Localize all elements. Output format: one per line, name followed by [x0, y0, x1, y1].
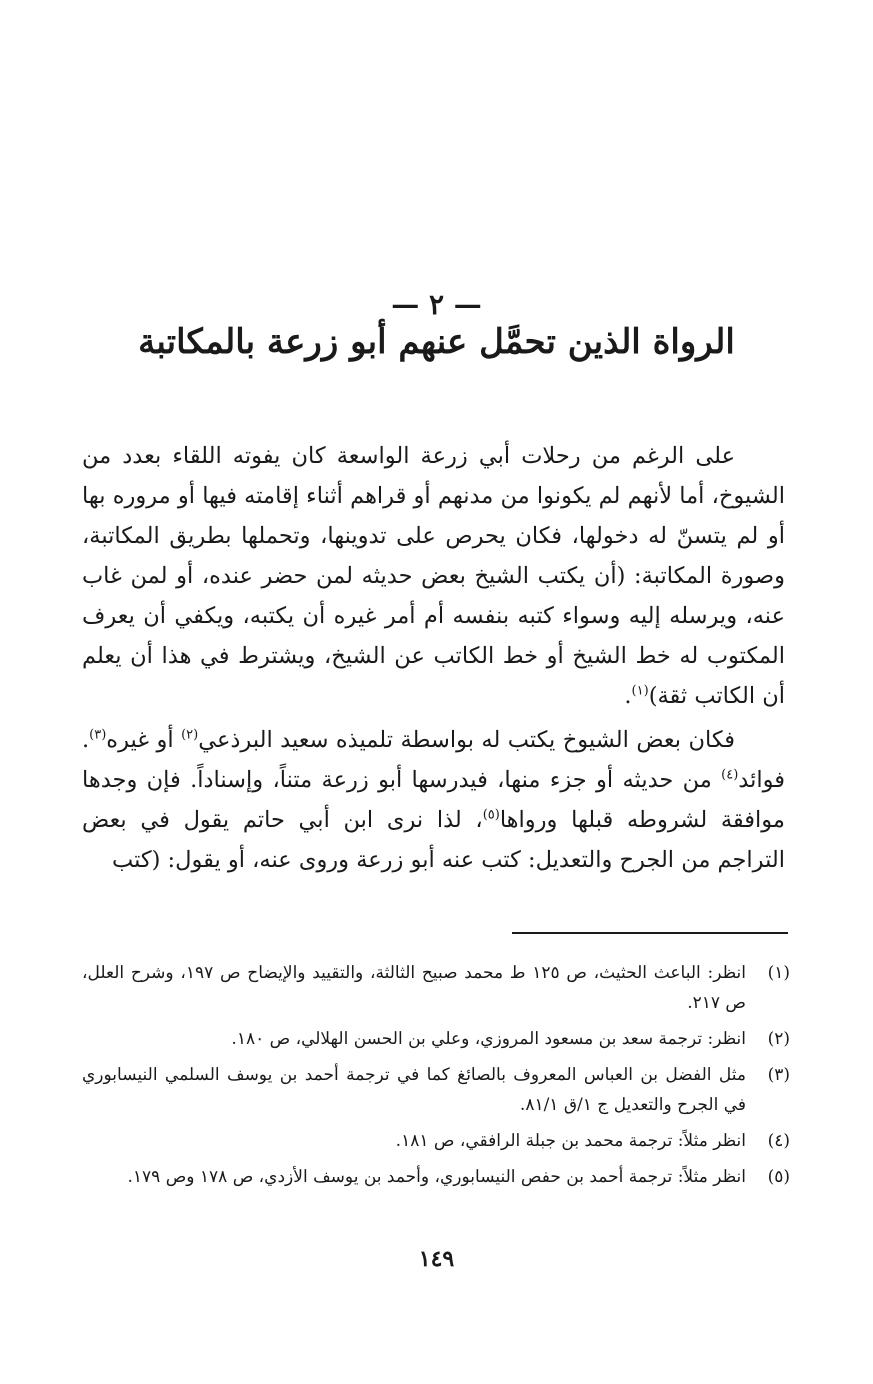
- footnote-item: [82, 1024, 790, 1054]
- paragraph-2-part-3: . فوائد: [82, 727, 785, 793]
- footnote-number: (٢): [767, 1029, 790, 1049]
- footnote-text: مثل الفضل بن العباس المعروف بالصائغ كما في ترجمة أحمد بن يوسف السلمي النيسابوري في الجرح والتعديل ج ١/ق ٨١/١.: [82, 1065, 746, 1115]
- footnote-ref-4: (٤): [721, 767, 739, 783]
- section-number: — ٢ —: [391, 288, 482, 321]
- footnote-number: (٣): [767, 1065, 790, 1085]
- footnote-text: انظر: الباعث الحثيث، ص ١٢٥ ط محمد صبيح الثالثة، والتقييد والإيضاح ص ١٩٧، وشرح العلل، ص ٢١٧.: [82, 963, 746, 1013]
- footnote-text: انظر مثلاً: ترجمة أحمد بن حفص النيسابوري، وأحمد بن يوسف الأزدي، ص ١٧٨ وص ١٧٩.: [127, 1167, 746, 1187]
- footnotes: [82, 958, 790, 1198]
- paragraph-2-part-1: فكان بعض الشيوخ يكتب له بواسطة تلميذه سعيد البرذعي: [198, 727, 735, 753]
- footnote-ref-2: (٢): [181, 727, 199, 743]
- footnote-item: [82, 1126, 790, 1156]
- paragraph-2-part-5: ، لذا نرى ابن أبي حاتم يقول في بعض التراجم من الجرح والتعديل: كتب عنه أبو زرعة وروى عنه، أو يقول: (كتب: [82, 807, 785, 873]
- footnote-divider: [512, 932, 788, 934]
- footnote-item: [82, 1162, 790, 1192]
- paragraph-1: [82, 436, 785, 716]
- footnote-text: انظر مثلاً: ترجمة محمد بن جبلة الرافقي، ص ١٨١.: [395, 1131, 746, 1151]
- paragraph-2-part-4: من حديثه أو جزء منها، فيدرسها أبو زرعة متناً، وإسناداً. فإن وجدها موافقة لشروطه قبلها ورواها: [82, 767, 785, 833]
- footnote-item: [82, 958, 790, 1018]
- chapter-title: الرواة الذين تحمَّل عنهم أبو زرعة بالمكاتبة: [138, 322, 735, 362]
- paragraph-2: [82, 720, 785, 880]
- footnote-ref-3: (٣): [89, 727, 107, 743]
- page-number: ١٤٩: [418, 1246, 455, 1272]
- footnote-ref-1: (١): [631, 683, 649, 699]
- main-text: [82, 436, 785, 880]
- footnote-number: (٥): [767, 1167, 790, 1187]
- footnote-text: انظر: ترجمة سعد بن مسعود المروزي، وعلي بن الحسن الهلالي، ص ١٨٠.: [231, 1029, 746, 1049]
- paragraph-2-part-2: أو غيره: [106, 727, 182, 753]
- footnote-number: (١): [767, 963, 790, 983]
- footnote-number: (٤): [767, 1131, 790, 1151]
- paragraph-1-end: .: [624, 683, 632, 709]
- footnote-item: [82, 1060, 790, 1120]
- footnote-ref-5: (٥): [482, 807, 500, 823]
- paragraph-1-text: على الرغم من رحلات أبي زرعة الواسعة كان يفوته اللقاء بعدد من الشيوخ، أما لأنهم لم يكونوا من مدنهم أو قراهم أثناء إقامته فيها أو مروره بها أو لم يتسنّ له دخولها، فكان يحرص على تدوينها، وتحملها بطريق المكاتبة، وصورة المكاتبة: (أن يكتب الشيخ بعض حديثه لمن حضر عنده، أو لمن غاب عنه، ويرسله إليه وسواء كتبه بنفسه أم أمر غيره أن يكتبه، ويكفي أن يعرف المكتوب له خط الشيخ أو خط الكاتب عن الشيخ، ويشترط في هذا أن يعلم أن الكاتب ثقة): [82, 443, 785, 709]
